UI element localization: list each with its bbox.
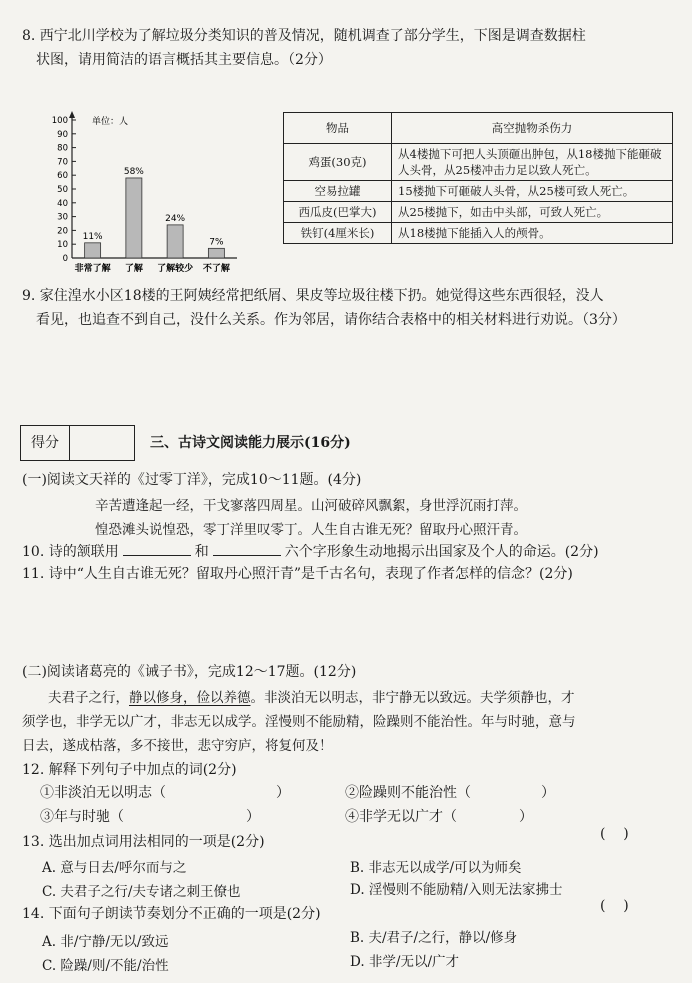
table-row bbox=[284, 202, 673, 223]
q11: 11. 诗中“人生自古谁无死？留取丹心照汗青”是千古名句，表现了作者怎样的信念？(2分) bbox=[22, 566, 573, 582]
part1-heading: (一)阅读文天祥的《过零丁洋》，完成10～11题。(4分) bbox=[22, 472, 362, 488]
table-cell-desc: 从25楼抛下，如击中头部，可致人死亡。 bbox=[392, 202, 673, 223]
bar-value-label: 58% bbox=[123, 166, 144, 177]
q14-title: 14. 下面句子朗读节奏划分不正确的一项是(2分) bbox=[22, 906, 321, 922]
y-tick-label: 90 bbox=[57, 129, 68, 140]
y-tick-label: 20 bbox=[57, 226, 68, 237]
q12-close-d: ） bbox=[519, 809, 533, 825]
q12-close-c: ） bbox=[246, 809, 260, 825]
table-cell-item: 空易拉罐 bbox=[284, 181, 392, 202]
q10 bbox=[22, 540, 672, 564]
x-category-label: 了解较少 bbox=[157, 264, 194, 274]
passage-line1-a: 夫君子之行， bbox=[48, 690, 129, 706]
q13-option-a: A. 意与日去/呼尔而与之 bbox=[42, 860, 187, 876]
bar bbox=[167, 225, 183, 258]
q13-option-d: D. 淫慢则不能励精/入则无法家拂士 bbox=[350, 882, 563, 898]
q12-item-d-text: ④非学无以广才（ bbox=[345, 809, 457, 825]
q12-title: 12. 解释下列句子中加点的词(2分) bbox=[22, 762, 237, 778]
q10-blank-1[interactable] bbox=[123, 541, 191, 556]
passage-line2: 须学也，非学无以广才，非志无以成学。淫慢则不能励精，险躁则不能治性。年与时驰，意与 bbox=[22, 714, 576, 730]
table-cell-item: 西瓜皮(巴掌大) bbox=[284, 202, 392, 223]
y-tick-label: 60 bbox=[57, 171, 68, 182]
x-category-label: 不了解 bbox=[202, 264, 230, 274]
y-tick-label: 40 bbox=[57, 198, 68, 209]
q14-answer-paren[interactable]: ( ) bbox=[600, 898, 629, 914]
y-tick-label: 50 bbox=[57, 185, 68, 195]
bar bbox=[85, 243, 101, 258]
q12-item-c bbox=[40, 806, 260, 826]
passage-line3: 日去，遂成枯落，多不接世，悲守穷庐，将复何及！ bbox=[22, 738, 333, 754]
q12-open-c: （ bbox=[110, 809, 124, 825]
table-cell-item: 鸡蛋(30克) bbox=[284, 144, 392, 181]
bar-value-label: 7% bbox=[209, 237, 224, 248]
q14-option-a: A. 非/宁静/无以/致远 bbox=[42, 934, 169, 950]
score-label: 得分 bbox=[21, 426, 70, 460]
y-tick-label: 80 bbox=[57, 143, 68, 154]
score-blank[interactable] bbox=[70, 426, 134, 460]
q14-option-d: D. 非学/无以/广才 bbox=[350, 954, 460, 970]
q12-close-a: ） bbox=[276, 785, 290, 801]
poem-line1: 辛苦遭逢起一经，干戈寥落四周星。山河破碎风飘絮，身世浮沉雨打萍。 bbox=[95, 498, 527, 514]
bar bbox=[126, 178, 142, 258]
x-category-label: 了解 bbox=[124, 264, 143, 274]
table-cell-desc: 从4楼抛下可把人头顶砸出肿包，从18楼抛下能砸破人头骨，从25楼冲击力足以致人死亡。 bbox=[392, 144, 673, 181]
table-header-item: 物品 bbox=[284, 113, 392, 144]
table-cell-desc: 从18楼抛下能插入人的颅骨。 bbox=[392, 223, 673, 244]
q12-item-b bbox=[345, 782, 555, 802]
q13-answer-paren[interactable]: ( ) bbox=[600, 826, 629, 842]
unit-label: 单位：人 bbox=[92, 117, 129, 127]
q13-title: 13. 选出加点词用法相同的一项是(2分) bbox=[22, 834, 265, 850]
table-header-desc: 高空抛物杀伤力 bbox=[392, 113, 673, 144]
table-cell-item: 铁钉(4厘米长) bbox=[284, 223, 392, 244]
x-category-label: 非常了解 bbox=[74, 264, 111, 274]
q10-blank-2[interactable] bbox=[213, 541, 281, 556]
danger-table bbox=[283, 112, 673, 244]
part2-heading: (二)阅读诸葛亮的《诫子书》，完成12～17题。(12分) bbox=[22, 664, 357, 680]
q10-part-a: 10. 诗的颔联用 bbox=[22, 544, 119, 560]
bar-value-label: 24% bbox=[165, 213, 186, 224]
q10-part-b: 和 bbox=[194, 544, 209, 560]
q8-line2: 状图，请用简洁的语言概括其主要信息。（2分） bbox=[36, 52, 332, 68]
section-title: 三、古诗文阅读能力展示(16分) bbox=[150, 435, 351, 451]
passage-line1 bbox=[48, 686, 575, 706]
q12-item-c-text: ③年与时驰 bbox=[40, 809, 110, 825]
q9-line2: 看见，也追查不到自己，没什么关系。作为邻居，请你结合表格中的相关材料进行劝说。（3分） bbox=[36, 312, 626, 328]
q12-item-d bbox=[345, 806, 533, 826]
passage-line1-c: 。非淡泊无以明志，非宁静无以致远。夫学须静也，才 bbox=[250, 690, 575, 706]
q14-option-c: C. 险躁/则/不能/治性 bbox=[42, 958, 169, 974]
bar bbox=[208, 248, 224, 258]
bar-value-label: 11% bbox=[82, 231, 103, 242]
poem-line2: 惶恐滩头说惶恐，零丁洋里叹零丁。人生自古谁无死？留取丹心照汗青。 bbox=[95, 522, 527, 538]
q8-line1: 8. 西宁北川学校为了解垃圾分类知识的普及情况，随机调查了部分学生，下图是调查数据柱 bbox=[22, 28, 586, 44]
q13-option-b: B. 非志无以成学/可以为师矣 bbox=[350, 860, 522, 876]
q13-option-c: C. 夫君子之行/夫专诸之刺王僚也 bbox=[42, 884, 241, 900]
table-row bbox=[284, 223, 673, 244]
y-tick-label: 100 bbox=[51, 116, 68, 126]
y-axis-arrow bbox=[69, 111, 75, 118]
q14-option-b: B. 夫/君子/之行，静以/修身 bbox=[350, 930, 518, 946]
y-tick-label: 30 bbox=[57, 212, 68, 223]
table-row bbox=[284, 181, 673, 202]
y-tick-label: 0 bbox=[62, 254, 68, 264]
q12-item-a-text: ①非淡泊无以明志（ bbox=[40, 785, 166, 801]
passage-underlined: 静以修身，俭以养德 bbox=[129, 690, 251, 706]
q10-part-c: 六个字形象生动地揭示出国家及个人的命运。(2分) bbox=[284, 544, 599, 560]
table-row bbox=[284, 144, 673, 181]
score-box bbox=[20, 425, 135, 461]
q9-line1: 9. 家住湟水小区18楼的王阿姨经常把纸屑、果皮等垃圾往楼下扔。她觉得这些东西很轻，没人 bbox=[22, 288, 604, 304]
y-tick-label: 70 bbox=[57, 157, 68, 168]
q12-close-b: ） bbox=[541, 785, 555, 801]
y-tick-label: 10 bbox=[57, 240, 68, 251]
q12-item-a bbox=[40, 782, 290, 802]
q12-item-b-text: ②险躁则不能治性（ bbox=[345, 785, 471, 801]
survey-bar-chart bbox=[40, 110, 245, 278]
table-cell-desc: 15楼抛下可砸破人头骨，从25楼可致人死亡。 bbox=[392, 181, 673, 202]
